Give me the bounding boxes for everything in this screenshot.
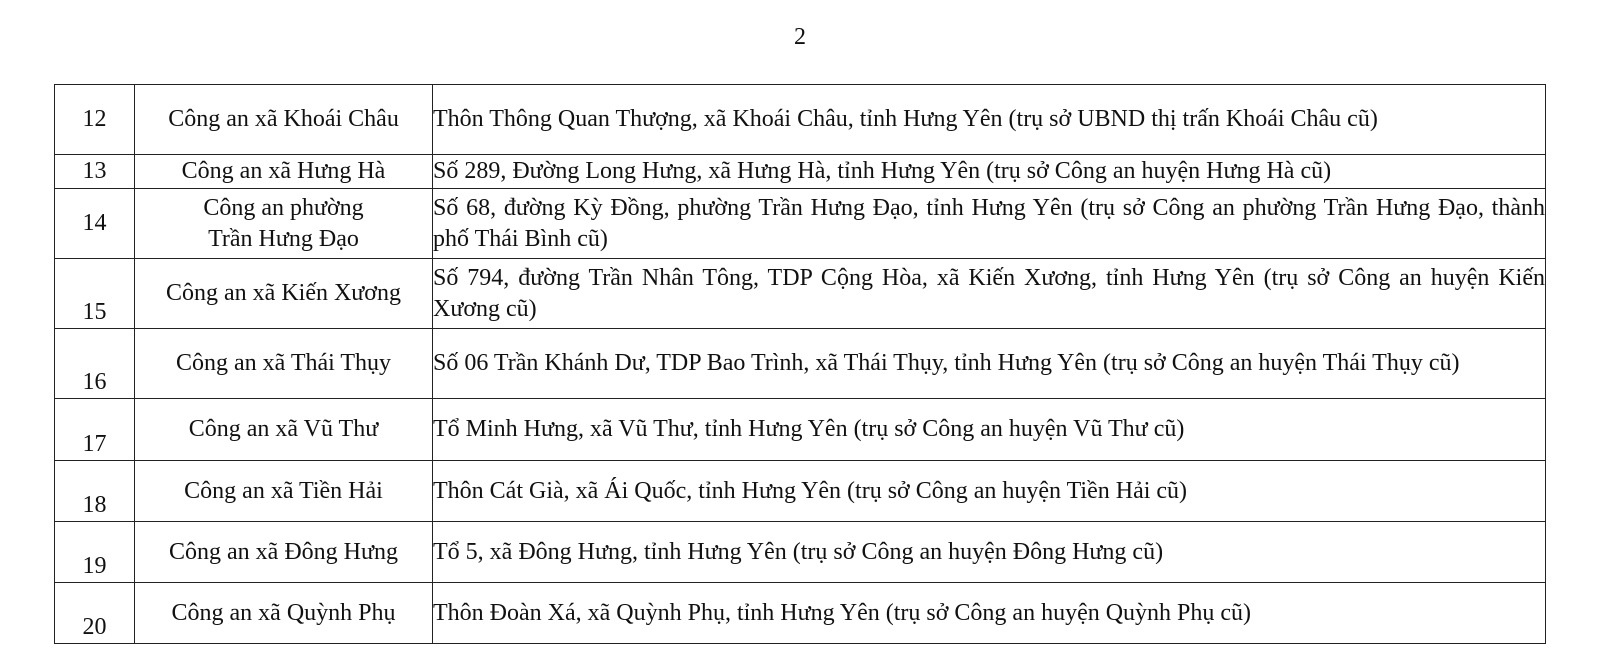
- row-number: 14: [55, 189, 135, 259]
- table-row: [55, 522, 1546, 583]
- unit-name: Công an xã Kiến Xương: [135, 259, 433, 329]
- unit-name: [135, 189, 433, 259]
- unit-name: Công an xã Thái Thụy: [135, 329, 433, 399]
- row-number: 16: [55, 329, 135, 399]
- police-units-table: [54, 84, 1546, 644]
- unit-name: Công an xã Quỳnh Phụ: [135, 583, 433, 644]
- unit-name: Công an xã Vũ Thư: [135, 399, 433, 461]
- unit-name-line: Công an phường: [203, 194, 364, 221]
- unit-name: Công an xã Tiền Hải: [135, 461, 433, 522]
- row-number: 20: [55, 583, 135, 644]
- row-number: 15: [55, 259, 135, 329]
- unit-name: Công an xã Khoái Châu: [135, 85, 433, 155]
- unit-address: Tổ 5, xã Đông Hưng, tỉnh Hưng Yên (trụ sở Công an huyện Đông Hưng cũ): [433, 522, 1546, 583]
- unit-address: Thôn Thông Quan Thượng, xã Khoái Châu, tỉnh Hưng Yên (trụ sở UBND thị trấn Khoái Châu cũ): [433, 85, 1546, 155]
- page-number: 2: [794, 24, 806, 50]
- unit-name: Công an xã Đông Hưng: [135, 522, 433, 583]
- unit-name-line: Trần Hưng Đạo: [208, 225, 359, 252]
- table-row: [55, 85, 1546, 155]
- unit-address: Tổ Minh Hưng, xã Vũ Thư, tỉnh Hưng Yên (trụ sở Công an huyện Vũ Thư cũ): [433, 399, 1546, 461]
- table-row: [55, 329, 1546, 399]
- unit-address: Số 289, Đường Long Hưng, xã Hưng Hà, tỉnh Hưng Yên (trụ sở Công an huyện Hưng Hà cũ): [433, 155, 1546, 189]
- table-row: [55, 583, 1546, 644]
- table-row: [55, 399, 1546, 461]
- table-row: [55, 189, 1546, 259]
- unit-name: Công an xã Hưng Hà: [135, 155, 433, 189]
- row-number: 18: [55, 461, 135, 522]
- table-row: [55, 461, 1546, 522]
- unit-address: Số 794, đường Trần Nhân Tông, TDP Cộng Hòa, xã Kiến Xương, tỉnh Hưng Yên (trụ sở Công an huyện Kiến Xương cũ): [433, 259, 1546, 329]
- row-number: 19: [55, 522, 135, 583]
- table-row: [55, 155, 1546, 189]
- unit-address: Số 06 Trần Khánh Dư, TDP Bao Trình, xã Thái Thụy, tỉnh Hưng Yên (trụ sở Công an huyện Thái Thụy cũ): [433, 329, 1546, 399]
- table-row: [55, 259, 1546, 329]
- row-number: 17: [55, 399, 135, 461]
- row-number: 13: [55, 155, 135, 189]
- unit-address: Số 68, đường Kỳ Đồng, phường Trần Hưng Đạo, tỉnh Hưng Yên (trụ sở Công an phường Trần Hưng Đạo, thành phố Thái Bình cũ): [433, 189, 1546, 259]
- unit-address: Thôn Đoàn Xá, xã Quỳnh Phụ, tỉnh Hưng Yên (trụ sở Công an huyện Quỳnh Phụ cũ): [433, 583, 1546, 644]
- unit-address: Thôn Cát Già, xã Ái Quốc, tỉnh Hưng Yên (trụ sở Công an huyện Tiền Hải cũ): [433, 461, 1546, 522]
- row-number: 12: [55, 85, 135, 155]
